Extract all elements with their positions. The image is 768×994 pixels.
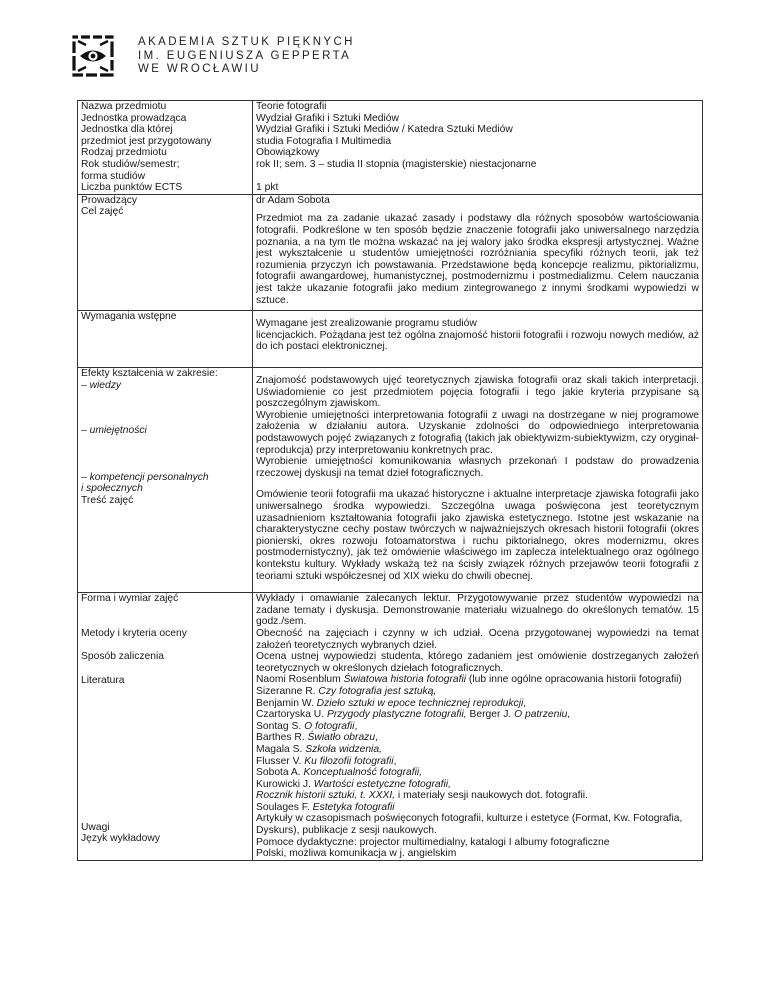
label-rok-1: Rok studiów/semestr; — [81, 158, 180, 170]
label-rok-2: forma studiów — [81, 170, 146, 182]
label-jednostka: Jednostka prowadząca — [81, 112, 187, 124]
value-wymagania-2: licencjackich. Pożądana jest też ogólna znajomość historii fotografii i rozwoju nowych mediów, aż do ich postaci elektronicznej. — [256, 329, 699, 353]
institution-line-3: WE WROCŁAWIU — [138, 63, 261, 75]
label-kompetencje-1: – kompetencji personalnych — [81, 471, 209, 483]
label-sposob: Sposób zaliczenia — [81, 651, 164, 663]
value-umiejetnosci: Wyrobienie umiejętności interpretowania fotografii z uwagi na dostrzegane w niej programowe założenia w działaniu autora. Uzyskanie zdolności do odpowiedniego interpretowania podstawowych pojęć związanych z fotografią (takich jak obiektywizm-subiektywizm, czy oryginał-reprodukcja) przy interpretowaniu konkretnych prac. — [256, 409, 699, 456]
value-spacer — [256, 171, 699, 183]
value-cel: Przedmiot ma za zadanie ukazać zasady i podstawy dla różnych sposobów wartościowania fotografii. Podkreślone w ten sposób będzie znaczenie fotografii jako uniwersalnego narzędzia poznania, a na tym tle można wskazać na jej walory jako środka ekspresji artystycznej. Ważne jest wykształcenie u studentów umiejętności rozróżniania specyfiki różnych teorii, jak też rozumienia przyczyn ich powstawania. Przedstawione będą koncepcje realizmu, piktorializmu, fotografii awangardowej, humanistycznej, postmodernizmu i postmedializmu. Celem nauczania jest także ukazanie fotografii jako medium zintegrowanego z innymi środkami wypowiedzi w sztuce. — [256, 213, 699, 306]
literature-item: Artykuły w czasopismach poświęconych fotografii, kulturze i estetyce (Format, Kw. Fotografia, Dyskurs), publikacje z sesji naukowych. — [256, 813, 683, 837]
literature-item: Soulages F. Estetyka fotografii — [256, 801, 395, 813]
label-jednostka-dla-1: Jednostka dla której — [81, 124, 173, 136]
header — [70, 33, 470, 83]
row-value — [253, 101, 703, 195]
value-kompetencje: Wyrobienie umiejętności komunikowania własnych przekonań I podstaw do prowadzenia rzeczowej dyskusji na temat dzieł fotograficznych. — [256, 456, 699, 479]
row-label — [78, 194, 253, 310]
institution-line-2: IM. EUGENIUSZA GEPPERTA — [138, 49, 352, 62]
value-jednostka-dla-1: Wydział Grafiki i Sztuki Mediów / Katedra Sztuki Mediów — [256, 124, 513, 136]
row-value — [253, 368, 703, 593]
row-label — [78, 368, 253, 593]
value-jezyk: Polski, możliwa komunikacja w j. angielskim — [256, 848, 457, 860]
literature-item: Magala S. Szkoła widzenia, — [256, 743, 382, 755]
row-label — [78, 593, 253, 861]
label-prowadzacy: Prowadzący — [81, 194, 138, 206]
table-row — [78, 194, 703, 310]
table-row — [78, 311, 703, 368]
label-jednostka-dla-2: przedmiot jest przygotowany — [81, 135, 212, 147]
literature-item: Barthes R. Światło obrazu, — [256, 732, 378, 744]
value-wiedzy: Znajomość podstawowych ujęć teoretycznych zjawiska fotografii oraz skali takich interpretacji. Uświadomienie co jest przedmiotem pojęcia fotografii i tego jakie kryteria przypisane są poszczególnym zjawiskom. — [256, 375, 699, 410]
label-efekty: Efekty kształcenia w zakresie: — [81, 368, 218, 380]
institution-line-1: AKADEMIA SZTUK PIĘKNYCH — [138, 36, 355, 48]
literature-item: Naomi Rosenblum Światowa historia fotografii (lub inne ogólne opracowania historii fotografii) — [256, 674, 682, 686]
literature-item: Czartoryska U. Przygody plastyczne fotografii, Berger J. O patrzeniu, — [256, 709, 571, 721]
value-rok: rok II; sem. 3 – studia II stopnia (magisterskie) niestacjonarne — [256, 158, 537, 170]
value-uwagi: Pomoce dydaktyczne: projector multimedialny, katalogi I albumy fotograficzne — [256, 836, 610, 848]
label-wymagania: Wymagania wstępne — [81, 311, 177, 323]
value-tresc: Omówienie teorii fotografii ma ukazać historyczne i aktualne interpretacje zjawiska fotografii jako uniwersalnego środka wypowiedzi. Szczególna uwaga poświęcona jest teoretycznym uzasadnieniom kształtowania fotografii jako zjawiska estetycznego. Istotne jest wskazanie na charakterystyczne cechy postaw twórczych w najważniejszych okresach historii fotografii (okres pionierski, okres rozwoju fotoamatorstwa i ruchu piktorialnego, okres modernizmu, okres postmodernistyczny), jak też omówienie właściwego im zaplecza intelektualnego oraz ogólnego kontekstu kultury. Wykłady wskażą też na ścisły związek różnych przejawów teorii fotografii z teoriami sztuki współczesnej od XIX wieku do chwili obecnej. — [256, 489, 699, 582]
value-ects: 1 pkt — [256, 182, 279, 194]
row-label — [78, 311, 253, 368]
label-umiejetnosci: – umiejętności — [81, 425, 147, 437]
value-sposob: Ocena ustnej wypowiedzi studenta, którego zadaniem jest omówienie dostrzeganych założeń teoretycznych w określonych dziełach fotograficznych. — [256, 651, 699, 674]
literature-list — [256, 674, 699, 836]
literature-item: Sizeranne R. Czy fotografia jest sztuką, — [256, 685, 437, 697]
value-prowadzacy: dr Adam Sobota — [256, 194, 330, 206]
table-row — [78, 368, 703, 593]
label-metody: Metody i kryteria oceny — [81, 627, 187, 639]
label-forma: Forma i wymiar zajęć — [81, 593, 179, 605]
label-jezyk: Język wykładowy — [81, 833, 160, 845]
value-jednostka-dla-2: studia Fotografia I Multimedia — [256, 135, 392, 147]
row-value — [253, 194, 703, 310]
literature-item: Kurowicki J. Wartości estetyczne fotografii, — [256, 778, 451, 790]
value-jednostka: Wydział Grafiki i Sztuki Mediów — [256, 112, 399, 124]
label-wiedzy: – wiedzy — [81, 379, 122, 391]
course-syllabus-table — [77, 100, 703, 861]
institution-name — [138, 36, 355, 77]
label-kompetencje-2: i społecznych — [81, 483, 143, 495]
value-nazwa: Teorie fotografii — [256, 101, 327, 112]
literature-item: Rocznik historii sztuki, t. XXXI, i materiały sesji naukowych dot. fotografii. — [256, 790, 588, 802]
label-uwagi: Uwagi — [81, 821, 110, 833]
literature-item: Sobota A. Konceptualność fotografii, — [256, 767, 423, 779]
value-metody: Obecność na zajęciach i czynny w ich udział. Ocena przygotowanej wypowiedzi na temat założeń teoretycznych wybranych dzieł. — [256, 627, 699, 651]
label-tresc: Treść zajęć — [81, 495, 134, 507]
literature-item: Sontag S. O fotografii, — [256, 720, 358, 732]
label-ects: Liczba punktów ECTS — [81, 182, 183, 194]
label-nazwa: Nazwa przedmiotu — [81, 101, 167, 112]
academy-logo-icon — [70, 33, 116, 79]
literature-item: Benjamin W. Dzieło sztuki w epoce technicznej reprodukcji, — [256, 697, 527, 709]
value-forma: Wykłady i omawianie zalecanych lektur. Przygotowywanie przez studentów wypowiedzi na zadane tematy i dyskusja. Demonstrowanie materiału wizualnego do określonych tematów. 15 godz./sem. — [256, 593, 699, 628]
literature-item: Flusser V. Ku filozofii fotografii, — [256, 755, 397, 767]
value-rodzaj: Obowiązkowy — [256, 147, 320, 159]
label-rodzaj: Rodzaj przedmiotu — [81, 147, 167, 159]
label-cel: Cel zajęć — [81, 206, 124, 218]
table-row — [78, 593, 703, 861]
table-row — [78, 101, 703, 195]
row-value — [253, 593, 703, 861]
value-wymagania-1: Wymagane jest zrealizowanie programu studiów — [256, 318, 477, 330]
row-value — [253, 311, 703, 368]
label-literatura: Literatura — [81, 674, 125, 686]
row-label — [78, 101, 253, 195]
